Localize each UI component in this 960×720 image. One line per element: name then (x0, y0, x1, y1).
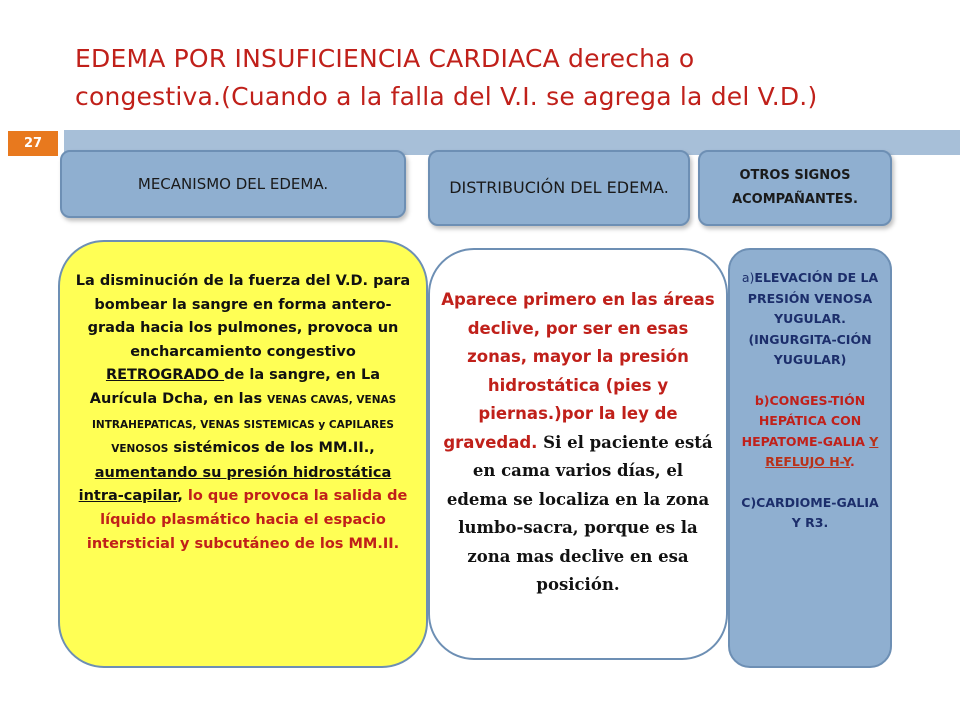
distribution-main-text: Aparece primero en las áreas declive, por ser en esas zonas, mayor la presión hidrostática (pies y piernas.)por la ley de gravedad. (441, 290, 715, 452)
mechanism-text-3: sistémicos de los MM.II., (168, 440, 375, 457)
distribution-box (428, 248, 728, 660)
mechanism-text-4: , (177, 488, 188, 505)
other-signs-header: OTROS SIGNOS ACOMPAÑANTES. (698, 150, 892, 226)
sign-a (736, 268, 884, 371)
slide-title (75, 40, 945, 116)
distribution-bedridden-text: Si el paciente está en cama varios días, el edema se localiza en la zona lumbo-sacra, porque es la zona mas declive en esa posición. (446, 432, 713, 594)
mechanism-header: MECANISMO DEL EDEMA. (60, 150, 406, 218)
sign-a-prefix: a) (741, 270, 755, 285)
sign-b (736, 391, 884, 473)
sign-b-text: b)CONGES-TIÓN HEPÁTICA CON HEPATOME-GALIA (741, 392, 870, 449)
sign-c: C)CARDIOME-GALIA Y R3. (741, 494, 879, 530)
sign-b-end: . (850, 454, 855, 469)
mechanism-text-1: La disminución de la fuerza del V.D. para bombear la sangre en forma antero-grada hacia los pulmones, provoca un encharcamiento congestivo (75, 273, 411, 360)
mechanism-retrogrado: RETROGRADO (105, 367, 225, 384)
sign-a-text: ELEVACIÓN DE LA PRESIÓN VENOSA YUGULAR. (INGURGITA-CIÓN YUGULAR) (747, 270, 879, 367)
mechanism-pressure-increase: aumentando su presión hidrostática intra-capilar (78, 464, 392, 505)
slide-title-line-2: congestiva.(Cuando a la falla del V.I. se agrega la del V.D.) (75, 82, 818, 111)
sign-b-reflux: Y REFLUJO H-Y (765, 433, 879, 469)
other-signs-box (728, 248, 892, 668)
slide-number-badge: 27 (8, 131, 58, 156)
mechanism-veins-list: VENAS CAVAS, VENAS INTRAHEPATICAS, VENAS SISTEMICAS y CAPILARES VENOSOS (92, 393, 397, 456)
mechanism-box (58, 240, 428, 668)
mechanism-text-2: de la sangre, en La Aurícula Dcha, en las (89, 367, 381, 407)
mechanism-consequence: lo que provoca la salida de líquido plasmático hacia el espacio intersticial y subcutáneo de los MM.II. (86, 488, 408, 552)
slide-title-line-1: EDEMA POR INSUFICIENCIA CARDIACA derecha o (75, 44, 695, 73)
distribution-header: DISTRIBUCIÓN DEL EDEMA. (428, 150, 690, 226)
